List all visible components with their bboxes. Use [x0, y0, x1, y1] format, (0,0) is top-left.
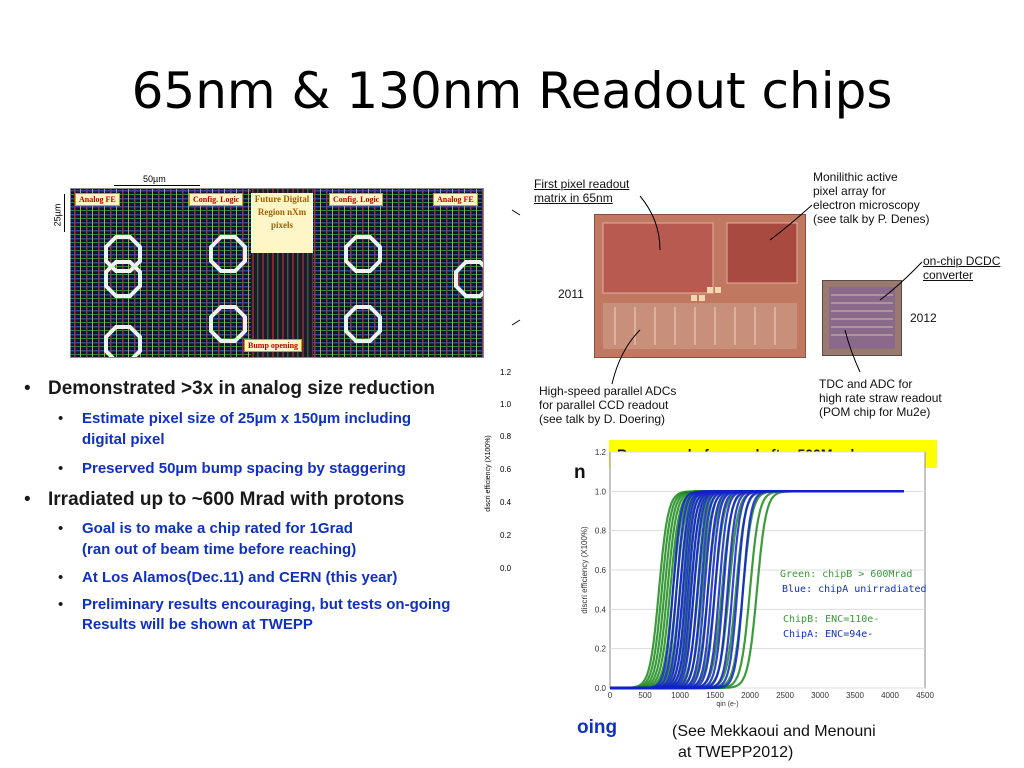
- arrow-dcdc: [880, 262, 922, 300]
- back-chart-ylabel: discri efficiency (X100%): [484, 435, 492, 512]
- note-line: (see talk by P. Denes): [813, 212, 930, 226]
- y-tick-label: 1.2: [594, 448, 606, 457]
- note-line: (POM chip for Mu2e): [819, 405, 931, 419]
- bullet-dot: •: [58, 460, 64, 477]
- label-config-logic-left: Config. Logic: [189, 193, 243, 206]
- efficiency-chart: [577, 440, 937, 710]
- legend-entry: ChipB: ENC=110e-: [783, 614, 880, 625]
- legend-entry: Blue: chipA unirradiated: [782, 584, 927, 595]
- y-tick-label: 1.0: [594, 487, 606, 497]
- x-tick-label: 3500: [846, 691, 864, 700]
- label-analog-fe-right: Analog FE: [433, 193, 478, 206]
- partial-oing: oing: [577, 717, 618, 738]
- bullet-dot: •: [58, 410, 64, 427]
- note-line: converter: [923, 268, 974, 282]
- dim-width-label: 50µm: [143, 174, 166, 184]
- back-tick-3: 0.8: [500, 432, 512, 441]
- back-tick-5: 0.4: [500, 498, 512, 507]
- note-first-pixel: First pixel readout matrix in 65nm: [534, 177, 630, 205]
- y-tick-label: 0.8: [594, 526, 606, 536]
- bullet-dot: •: [58, 569, 64, 586]
- x-tick-label: 4000: [881, 691, 899, 700]
- bullet-l2-9: Results will be shown at TWEPP: [82, 616, 313, 633]
- back-tick-6: 0.2: [500, 531, 512, 540]
- note-line: high rate straw readout: [819, 391, 942, 405]
- note-line: Monilithic active: [813, 170, 898, 184]
- see-reference: (See Mekkaoui and Menouni: [672, 723, 876, 740]
- bullet-l2-5: Goal is to make a chip rated for 1Grad: [82, 520, 353, 537]
- bullet-dot: •: [24, 378, 31, 399]
- legend-entry: ChipA: ENC=94e-: [783, 629, 874, 640]
- bullet-l2-3: Preserved 50µm bump spacing by staggering: [82, 460, 406, 477]
- y-tick-label: 0.6: [594, 566, 606, 575]
- y-tick-label: 0.2: [594, 644, 606, 654]
- back-tick-4: 0.6: [500, 465, 512, 474]
- bullet-l1-0: Demonstrated >3x in analog size reduction: [48, 378, 435, 399]
- note-line: for parallel CCD readout: [539, 398, 669, 412]
- note-line: electron microscopy: [813, 198, 920, 212]
- legend-entry: Green: chipB > 600Mrad: [780, 569, 913, 580]
- x-tick-label: 1500: [706, 691, 724, 700]
- arrow-stub-top: [512, 210, 520, 215]
- x-tick-label: 1000: [671, 691, 689, 700]
- label-config-logic-right: Config. Logic: [329, 193, 383, 206]
- note-line: TDC and ADC for: [819, 377, 913, 391]
- bullet-dot: •: [58, 596, 64, 613]
- back-tick-1: 1.2: [500, 368, 512, 377]
- bullet-l2-2: digital pixel: [82, 431, 165, 448]
- note-line: High-speed parallel ADCs: [539, 384, 677, 398]
- label-analog-fe-left: Analog FE: [75, 193, 120, 206]
- back-tick-2: 1.0: [500, 400, 512, 409]
- bullet-l2-7: At Los Alamos(Dec.11) and CERN (this year): [82, 569, 398, 586]
- y-tick-label: 0.0: [594, 684, 606, 693]
- note-line: (see talk by D. Doering): [539, 412, 666, 426]
- note-line: on-chip DCDC: [923, 254, 1001, 268]
- arrow-tdc: [845, 330, 860, 372]
- partial-n: n: [574, 462, 586, 483]
- back-tick-7: 0.0: [500, 564, 512, 573]
- year-2011-label: 2011: [558, 287, 584, 301]
- future-digital-region-label: Future Digital Region nXm pixels: [251, 193, 313, 253]
- bullet-dot: •: [58, 520, 64, 537]
- note-line: pixel array for: [813, 184, 886, 198]
- y-tick-label: 0.4: [594, 605, 606, 615]
- arrow-stub-bottom: [512, 320, 520, 325]
- x-tick-label: 3000: [811, 691, 829, 700]
- y-axis-label: discri efficiency (X100%): [580, 526, 589, 614]
- bullet-dot: •: [24, 489, 31, 510]
- bump-opening-label: Bump opening: [244, 339, 302, 352]
- bullet-l2-8: Preliminary results encouraging, but tests on-going: [82, 596, 451, 613]
- x-tick-label: 0: [607, 691, 613, 700]
- arrow-adcs: [612, 330, 640, 384]
- x-tick-label: 500: [638, 691, 652, 700]
- x-tick-label: 2000: [741, 691, 759, 700]
- year-2012-label: 2012: [910, 311, 937, 325]
- arrow-monolithic: [770, 205, 812, 240]
- x-axis-label: qin (e-): [716, 701, 739, 708]
- bullet-l1-4: Irradiated up to ~600 Mrad with protons: [48, 489, 405, 510]
- bullet-l2-1: Estimate pixel size of 25µm x 150µm including: [82, 410, 412, 427]
- dim-height-label: 25µm: [52, 203, 63, 227]
- x-tick-label: 2500: [776, 691, 794, 700]
- bullet-l2-6: (ran out of beam time before reaching): [82, 541, 357, 558]
- at-twepp: at TWEPP2012): [678, 744, 794, 761]
- slide-title: 65nm & 130nm Readout chips: [131, 62, 893, 120]
- x-tick-label: 4500: [916, 691, 934, 700]
- arrow-first-pixel: [640, 196, 660, 250]
